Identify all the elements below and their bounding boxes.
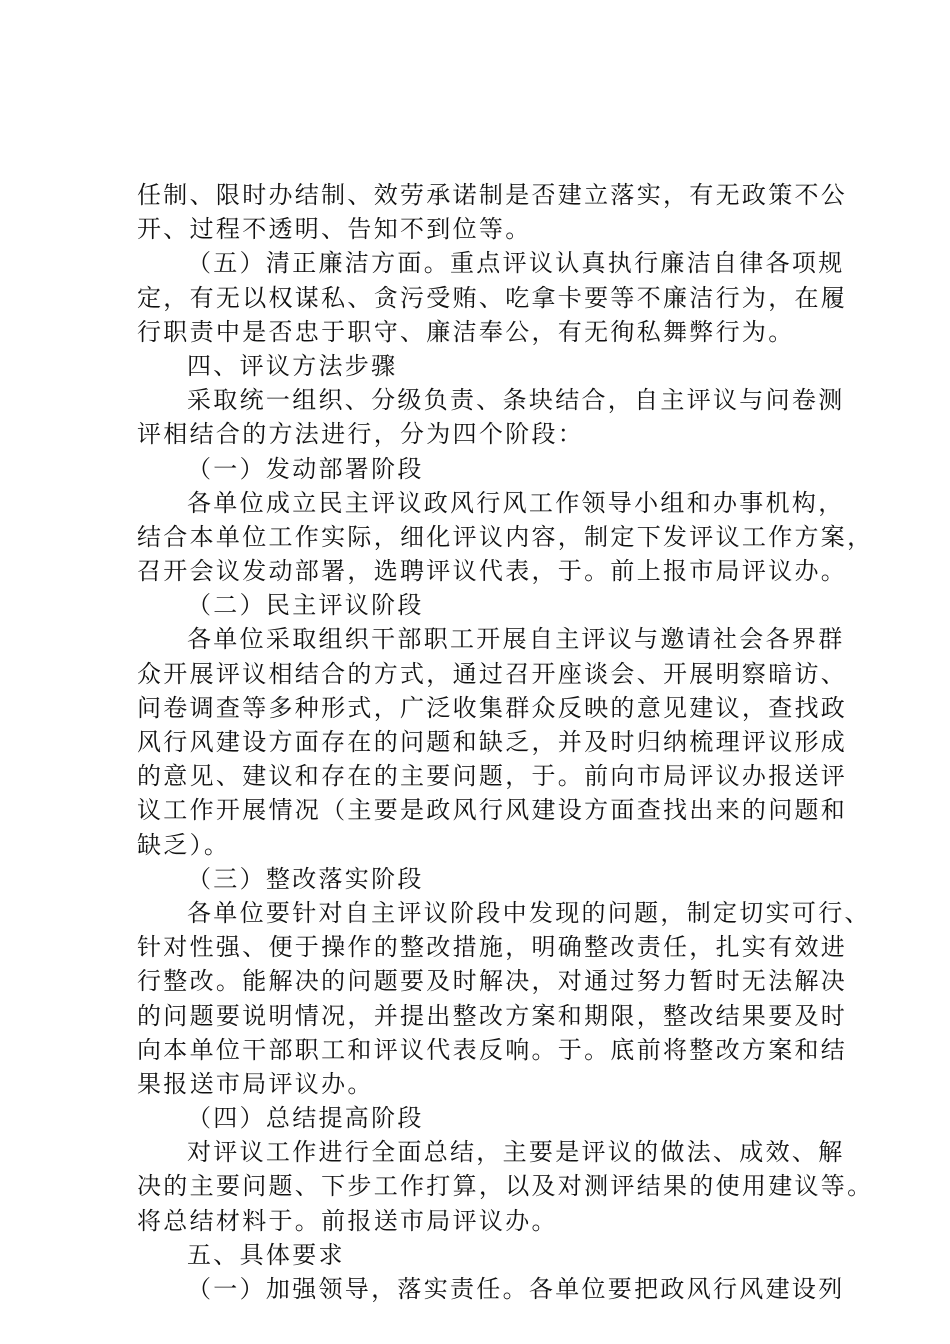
text-line: 议工作开展情况（主要是政风行风建设方面查找出来的问题和 (137, 796, 848, 825)
text-line: 任制、限时办结制、效劳承诺制是否建立落实，有无政策不公 (137, 181, 848, 209)
text-line: 决的主要问题、下步工作打算，以及对测评结果的使用建议等。 (137, 1172, 874, 1201)
text-line: 各单位要针对自主评议阶段中发现的问题，制定切实可行、 (187, 898, 871, 927)
text-line: （一）发动部署阶段 (187, 454, 424, 483)
document-body (137, 178, 874, 1306)
text-line: 行职责中是否忠于职守、廉洁奉公，有无徇私舞弊行为。 (137, 317, 795, 346)
text-line: 向本单位干部职工和评议代表反响。于。底前将整改方案和结 (137, 1035, 848, 1064)
text-line: 评相结合的方法进行，分为四个阶段： (137, 420, 585, 449)
text-line: 针对性强、便于操作的整改措施，明确整改责任，扎实有效进 (137, 933, 848, 962)
text-line: 各单位采取组织干部职工开展自主评议与邀请社会各界群 (187, 625, 845, 654)
text-line: 开、过程不透明、告知不到位等。 (137, 215, 532, 244)
text-line: （二）民主评议阶段 (187, 591, 424, 620)
text-line: 将总结材料于。前报送市局评议办。 (137, 1206, 558, 1235)
text-line: 问卷调查等多种形式，广泛收集群众反映的意见建议，查找政 (137, 693, 848, 722)
text-line: 各单位成立民主评议政风行风工作领导小组和办事机构， (187, 488, 845, 517)
text-line: 的问题要说明情况，并提出整改方案和期限，整改结果要及时 (137, 1001, 848, 1030)
text-line: （四）总结提高阶段 (187, 1104, 424, 1133)
text-line: 的意见、建议和存在的主要问题，于。前向市局评议办报送评 (137, 762, 848, 791)
text-line: 四、评议方法步骤 (187, 351, 398, 380)
text-line: 五、具体要求 (187, 1240, 345, 1269)
text-line: （一）加强领导，落实责任。各单位要把政风行风建设列 (187, 1275, 845, 1303)
text-line: 众开展评议相结合的方式，通过召开座谈会、开展明察暗访、 (137, 659, 848, 688)
text-line: （三）整改落实阶段 (187, 864, 424, 893)
text-line: （五）清正廉洁方面。重点评议认真执行廉洁自律各项规 (187, 249, 845, 278)
text-line: 行整改。能解决的问题要及时解决，对通过努力暂时无法解决 (137, 967, 848, 996)
text-line: 结合本单位工作实际，细化评议内容，制定下发评议工作方案， (137, 522, 874, 551)
text-line: 缺乏）。 (137, 830, 231, 859)
text-line: 对评议工作进行全面总结，主要是评议的做法、成效、解 (187, 1138, 845, 1167)
text-line: 果报送市局评议办。 (137, 1069, 374, 1098)
text-line: 召开会议发动部署，选聘评议代表，于。前上报市局评议办。 (137, 557, 848, 586)
text-line: 定，有无以权谋私、贪污受贿、吃拿卡要等不廉洁行为，在履 (137, 283, 848, 312)
text-line: 风行风建设方面存在的问题和缺乏，并及时归纳梳理评议形成 (137, 728, 848, 756)
text-line: 采取统一组织、分级负责、条块结合，自主评议与问卷测 (187, 386, 845, 415)
